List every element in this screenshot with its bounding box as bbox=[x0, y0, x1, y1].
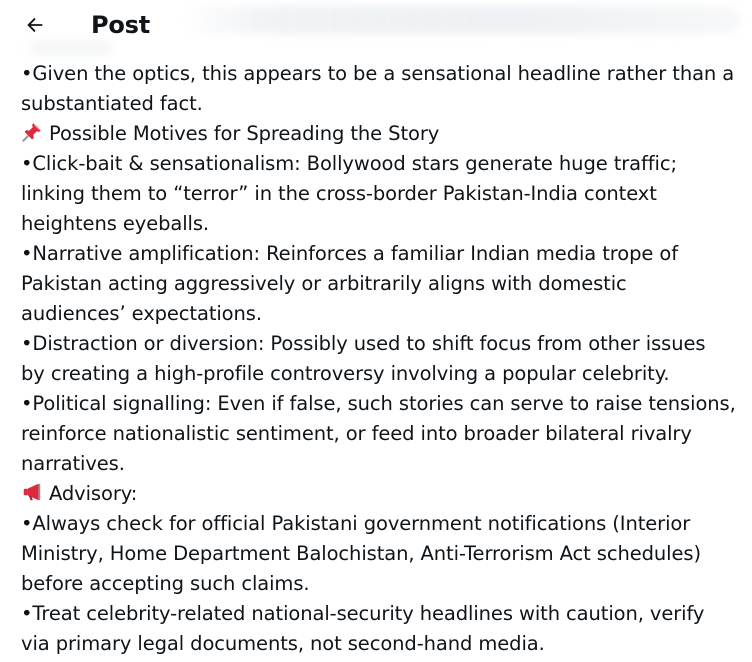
post-line: •Political signalling: Even if false, such stories can serve to raise tensions, bbox=[21, 392, 736, 415]
post-line: •Distraction or diversion: Possibly used to shift focus from other issues bbox=[21, 332, 706, 355]
arrow-left-icon bbox=[24, 14, 46, 36]
post-line-motives-heading bbox=[21, 119, 749, 149]
motives-heading-text: Possible Motives for Spreading the Story bbox=[49, 122, 440, 145]
post-line: reinforce nationalistic sentiment, or feed into broader bilateral rivalry bbox=[21, 422, 692, 445]
blurred-smudge bbox=[30, 42, 110, 54]
post-line: linking them to “terror” in the cross-border Pakistan-India context bbox=[21, 182, 657, 205]
pushpin-icon bbox=[21, 121, 43, 143]
post-line: •Narrative amplification: Reinforces a familiar Indian media trope of bbox=[21, 242, 678, 265]
post-line: •Given the optics, this appears to be a sensational headline rather than a bbox=[21, 62, 735, 85]
back-button[interactable] bbox=[18, 8, 52, 42]
post-text bbox=[21, 59, 749, 659]
advisory-heading-text: Advisory: bbox=[49, 482, 138, 505]
post-line: via primary legal documents, not second-hand media. bbox=[21, 632, 545, 655]
post-line: •Treat celebrity-related national-security headlines with caution, verify bbox=[21, 602, 705, 625]
post-line: before accepting such claims. bbox=[21, 572, 310, 595]
post-line: audiences’ expectations. bbox=[21, 302, 262, 325]
post-line: substantiated fact. bbox=[21, 92, 203, 115]
page-title: Post bbox=[91, 11, 151, 39]
post-line: Ministry, Home Department Balochistan, Anti-Terrorism Act schedules) bbox=[21, 542, 701, 565]
post-line: •Always check for official Pakistani government notifications (Interior bbox=[21, 512, 691, 535]
post-line: •Click-bait & sensationalism: Bollywood stars generate huge traffic; bbox=[21, 152, 677, 175]
blurred-header-region bbox=[180, 6, 740, 34]
megaphone-icon bbox=[21, 481, 43, 503]
post-line: narratives. bbox=[21, 452, 125, 475]
post-line: Pakistan acting aggressively or arbitrarily aligns with domestic bbox=[21, 272, 627, 295]
post-line: heightens eyeballs. bbox=[21, 212, 210, 235]
post-line: by creating a high-profile controversy involving a popular celebrity. bbox=[21, 362, 670, 385]
post-line-advisory-heading bbox=[21, 479, 749, 509]
post-header bbox=[0, 0, 752, 50]
